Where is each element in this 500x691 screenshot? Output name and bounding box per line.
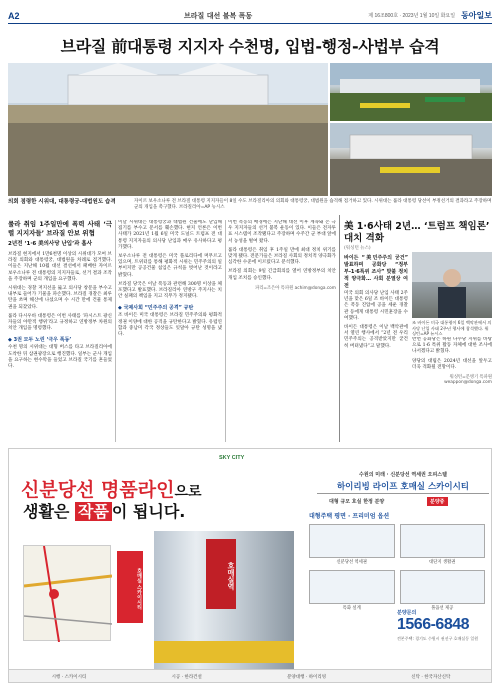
ad-feature-label: 특화 설계 [342,606,361,611]
photo-supreme-court-crowd [330,123,492,196]
biden-illustration [412,252,492,318]
ad-headline-1-text: 신분당선 명품라인 [21,479,175,501]
main-headline: 브라질 前대통령 지지자 수천명, 입법-행정-사법부 습격 [60,37,440,56]
paragraph: 바이든 대통령은 이날 백악관에서 열린 행사에서 “2년 전 우리 민주주의는 공격받았지만 굳건히 버텨냈다”고 말했다. [344,325,408,349]
byline: 워싱턴=문병기 특파원 weappon@donga.com [444,375,492,386]
building-band [154,641,294,663]
page-header [8,8,492,24]
ad-brand: SKY CITY [219,455,245,461]
ad-feature-row [309,524,485,565]
phone-label: 분양문의 [397,610,417,616]
ad-footer-item: 시공 · 한라건설 [171,675,202,680]
ad-feature-image [400,524,486,558]
ad-headline-1 [21,475,202,502]
ad-feature-image [400,570,486,604]
location-map [23,545,111,641]
paragraph: 룰라 다시우바 대통령은 이번 사태를 ‘파시스트 광신자들의 야만적 행위’라고 규정하고 연방정부 차원의 치안 개입을 명령했다. [8,313,112,332]
map-illustration [24,546,112,642]
issue-meta: 제 16조800호 · 2023년 1월 10일 화요일 [368,13,456,19]
article-column-2 [118,220,222,442]
section-divider [339,215,340,442]
article-lead-2: 2년전 ‘1·6 美의사당 난입’과 흡사 [8,241,93,247]
side-article-column-1 [344,250,408,442]
ad-headline-2-pre: 생활은 [23,502,75,521]
caption-text: 자이르 보우소나루 전 브라질 대통령 지지자들이 8일 수도 브라질리아의 의회와 대통령궁, 대법원을 습격해 점거하고 있다. 시위대는 룰라 대통령 당선이 부정선거의 결과라고 주장하며 군의 개입을 촉구했다. 브라질리아=AP 뉴시스 [134,199,492,210]
ad-promo-title: 하이리빙 라이프 호매실 스카이시티 [336,482,470,492]
article-lead: 룰라 취임 1주일만에 폭력 사태 ‘극렬 지지자들’ 브라질 안보 위협 [8,220,112,237]
ad-features [309,511,485,616]
ad-promo-tag: 분양중 [427,497,448,506]
article-column-3 [228,220,336,442]
section-title: 브라질 대선 불복 폭동 [184,11,253,20]
paragraph: 룰라 대통령은 취임 후 1주일 만에 최대 정치 위기를 맞게 됐다. 전문가들은 브라질 사회의 정치적 양극화가 심각한 수준에 이르렀다고 분석했다. [228,247,336,266]
ad-headline-2 [23,499,185,522]
ad-promo-subtitle: 대형 규모 호실 한정 분양 [329,499,385,505]
ad-address: 견본주택: 경기도 수원시 권선구 호매실동 일원 [397,636,479,641]
ad-feature [400,570,486,611]
real-estate-advertisement [8,448,492,683]
caption-title: 의회 점령한 시위대, 대통령궁-대법원도 습격 [8,199,116,205]
building-sign: 호매실역 [206,539,236,609]
ad-side-sign: 호매실 스카이시티 [117,551,143,623]
ad-footer-item: 시행 · 스카이시티 [51,675,87,680]
paragraph: 브라질 현지에서 1만6천명 이상의 시위대가 모여 브라질 의회와 대통령궁, 대법원을 차례로 점거했다. 이들은 지난해 10월 대선 결선에서 패배한 자이르 보우소나루 전 대통령의 지지자들로, 선거 결과 조작을 주장하며 군의 개입을 요구했다. [8,252,112,282]
ad-contact [397,609,487,641]
column-divider [225,220,226,442]
photo-congress-crowd [8,63,328,196]
paragraph: 수천 명의 시위대는 대형 버스를 타고 브라질리아에 도착한 뒤 삼권광장으로 행진했다. 일부는 군사 개입을 요구하는 현수막을 들었고 브라질 국기를 흔들었다. [8,345,112,370]
paragraph: 반면 공화당은 하원 다수당 지위를 바탕으로 1·6 특위 활동 자체에 대한 조사에 나서겠다고 밝혔다. [412,337,492,355]
photo-biden-caption: 조 바이든 미국 대통령이 6일 백악관에서 의사당 난입 사태 2주년 행사에 참석했다. 워싱턴=AP 뉴시스 [412,320,492,336]
ad-footer-item: 신탁 · 한국자산신탁 [411,675,451,680]
ad-feature [400,524,486,565]
page-number: A2 [8,10,20,21]
paragraph: 브라질 당국은 이날 폭동과 관련해 300명 이상을 체포했다고 발표했다. 브라질리아 연방구 주지사는 치안 실패의 책임을 지고 직무가 정지됐다. [118,281,222,300]
paragraph: 미국 의회 의사당 난입 사태 2주년을 맞은 6일 조 바이든 대통령은 폭동 진압에 공을 세운 경찰관 등에게 대통령 시민훈장을 수여했다. [344,291,408,321]
side-article-source: (워싱턴 뉴스) [344,246,371,251]
paragraph: 양당의 대립은 2024년 대선을 앞두고 더욱 격화될 전망이다. [412,358,492,370]
byline: 파리=조은아 특파원 achim@donga.com [255,285,336,291]
subhead: ◆ 3권 모두 노린 ‘극우 폭동’ [8,337,72,344]
side-subhead: 바이든 “美민주주의 굳건” 발표하며 공화당 “정부부-1·6특위 조사” 맞불 정치적 양극화… 사회 분열상 여전 [344,255,408,289]
ad-headline-2-emphasis: 작품 [75,502,112,521]
ad-feature-label: 풀옵션 제공 [431,606,454,611]
ad-feature-row [309,570,485,611]
side-article-title: 美 1·6사태 2년… ‘트럼프 책임론’ 대치 격화 [344,221,490,244]
photo-palace-crowd [330,63,492,121]
ad-footer [9,669,492,683]
map-pin-icon [49,589,59,599]
paragraph: 보우소나루 전 대통령은 미국 플로리다에 머무르고 있으며, 트위터를 통해 평화적 시위는 민주주의의 일부이지만 공공건물 침입은 규칙을 벗어난 것이라고 밝혔다. [118,254,222,278]
side-article-column-2 [412,337,492,442]
ad-headline-1-tail: 으로 [174,484,202,500]
ad-promo-rule [317,493,489,494]
paragraph: 이날 시위대는 대통령궁과 대법원 건물에도 난입해 집기를 부수고 문서를 훼손했다. 현지 언론은 이번 사태가 2021년 1월 6일 미국 도널드 트럼프 전 대통령 지지자들의 의사당 난입과 매우 유사하다고 평가했다. [118,220,222,250]
ad-feature-image [309,524,395,558]
building-rendering [154,531,294,681]
newspaper-logo: 동아일보 [461,10,492,20]
paragraph: 브라질 의회는 9일 긴급회의를 열어 연방정부의 치안 개입 조치를 승인했다. [228,269,336,281]
paragraph: 이번 폭동의 배경에는 지난해 대선 이후 계속돼 온 극우 지지자들의 선거 불복 운동이 있다. 이들은 전자투표 시스템이 조작됐다고 주장하며 수주간 군 부대 앞에서 농성을 벌여 왔다. [228,220,336,244]
palace-illustration [330,63,492,121]
photo-biden [412,252,492,318]
ad-feature [309,524,395,565]
ad-feature-label: 신분당선 역세권 [336,560,367,565]
subhead: ◆ 국제사회 “민주주의 공격” 규탄 [118,305,194,312]
article-column-1 [8,220,112,442]
ad-promo-kicker: 수원의 미래 · 신분당선 역세권 오피스텔 [359,472,447,478]
ad-features-headline: 대형주택 평면 · 프리미엄 옵션 [309,513,390,520]
photo-caption [8,199,492,211]
ad-footer-item: 분양대행 · 하이리빙 [287,675,327,680]
ad-feature [309,570,395,611]
column-divider [115,220,116,442]
paragraph: 조 바이든 미국 대통령은 브라질 민주주의와 평화적 정권 이양에 대한 공격을 규탄한다고 밝혔다. 유럽연합과 중남미 각국 정상들도 잇달아 규탄 성명을 냈다. [118,313,222,338]
phone-number: 1566-6848 [397,616,470,633]
side-article-header [344,221,492,251]
crowd-illustration [8,63,328,196]
ad-feature-image [309,570,395,604]
paragraph: 시위대는 경찰 저지선을 뚫고 의사당 창문을 부수고 내부로 들어가 기물을 파손했다. 브라질 경찰은 최루탄을 쏘며 해산에 나섰으며 수 시간 만에 건물 통제권을 되찾았다. [8,286,112,310]
ad-feature-label: 대단지 생활권 [429,560,456,565]
court-illustration [330,123,492,196]
ad-headline-2-post: 이 됩니다. [111,502,186,521]
